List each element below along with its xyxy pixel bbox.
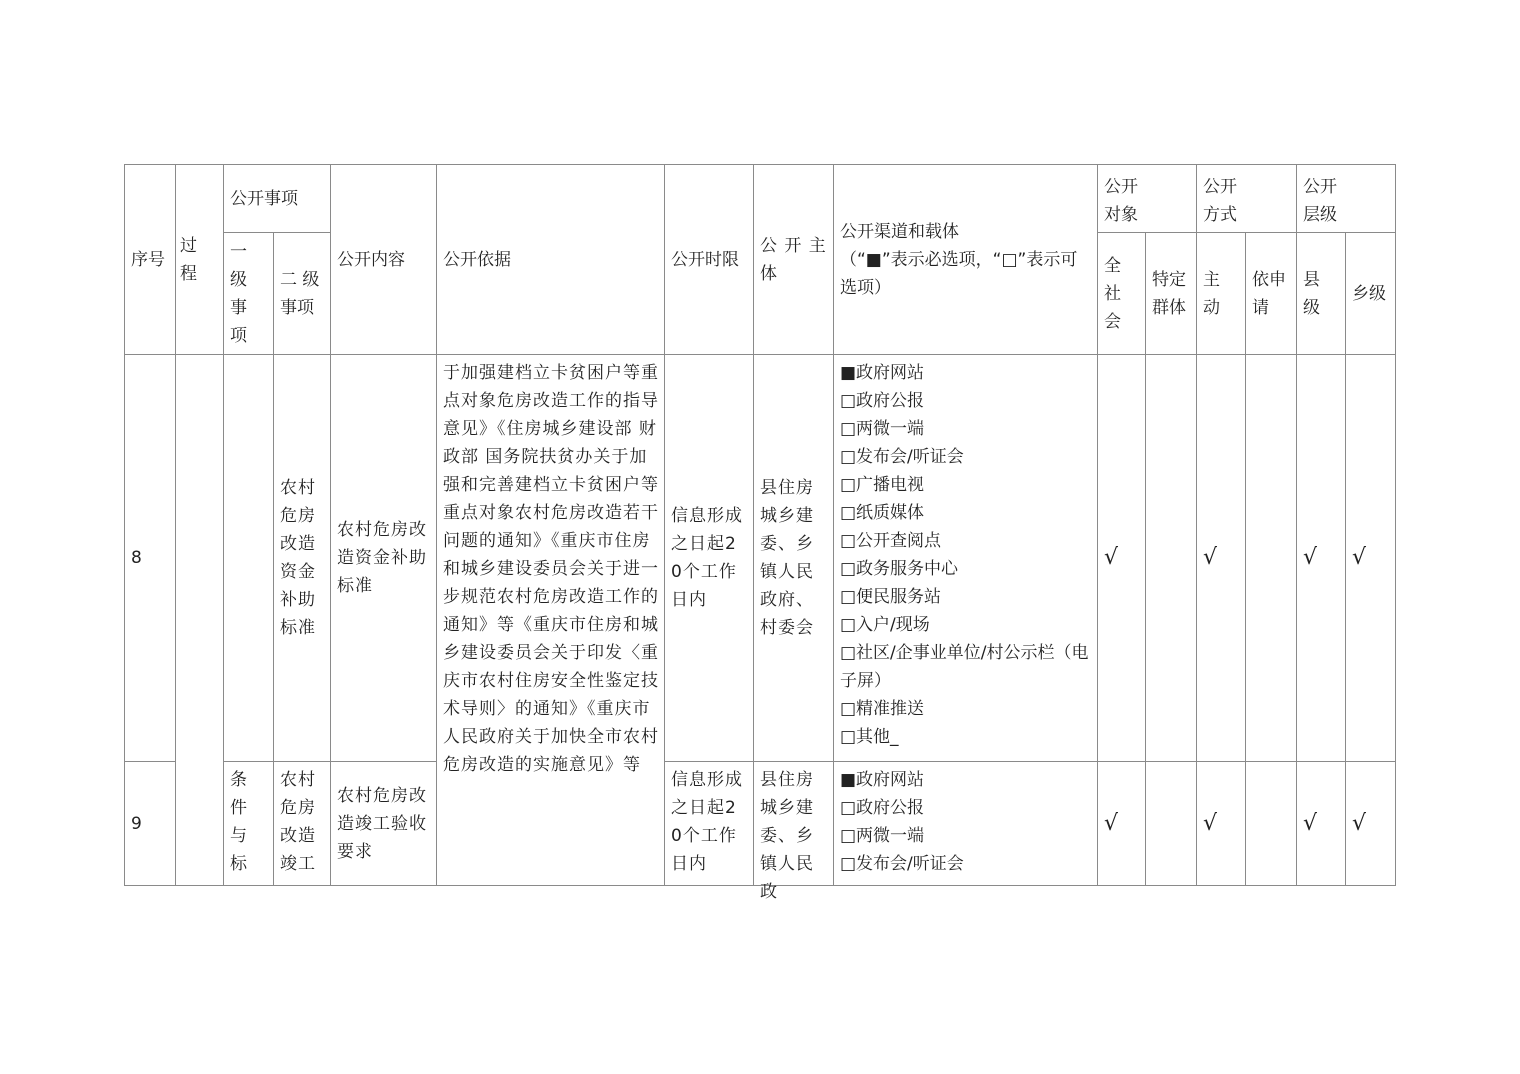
row-level-town: √ [1346,762,1396,886]
row-channels [834,355,1098,762]
row-level2 [274,762,331,886]
row-level2-text: 农村危房改造竣工 [280,770,316,874]
channel-item: □政府公报 [840,391,925,411]
channel-item: □便民服务站 [840,587,942,607]
channel-item: □发布会/听证会 [840,854,964,874]
row-method-active: √ [1197,762,1246,886]
row-content: 农村危房改造竣工验收要求 [331,762,437,886]
header-subject-label: 公 开 主 体 [760,235,827,284]
table-row [125,762,1396,886]
header-method-request [1246,233,1297,355]
disclosure-table-sheet [124,164,1395,902]
channel-item: □两微一端 [840,419,925,439]
row-target-all: √ [1098,355,1146,762]
row-subject: 县住房城乡建委、乡镇人民政府、村委会 [754,355,834,762]
channel-item: □两微一端 [840,826,925,846]
header-target-all [1098,233,1146,355]
header-method-active [1197,233,1246,355]
row-target-group [1146,762,1197,886]
channel-item: □入户/现场 [840,615,930,635]
header-target-all-label: 全社会 [1104,255,1121,332]
row-level1-clip [230,766,267,878]
channel-item: □政府公报 [840,798,925,818]
row-level1 [224,355,274,762]
header-level-county-label: 县级 [1303,269,1320,318]
header-target [1098,165,1197,233]
header-basis: 公开依据 [437,165,665,355]
row-level2-text: 农村危房改造资金补助标准 [280,478,316,638]
row-channels [834,762,1098,886]
header-channel-note: （“■”表示必选项，“□”表示可选项） [840,249,1078,298]
header-channel-title: 公开渠道和载体 [840,221,959,242]
channel-item: □发布会/听证会 [840,447,964,467]
disclosure-table [124,164,1396,902]
basis-text: 于加强建档立卡贫困户等重点对象危房改造工作的指导意见》《住房城乡建设部 财政部 国务院扶贫办关于加强和完善建档立卡贫困户等重点对象农村危房改造若干问题的通知》《重庆市住房和城乡建设委员会关于进一步规范农村危房改造工作的通知》等《重庆市住房和城乡建设委员会关于印发〈重庆市农村住房安全性鉴定技术导则〉的通知》《重庆市人民政府关于加快全市农村危房改造的实施意见》等 [443,363,659,775]
row-time-limit [665,762,754,886]
row-level1 [224,762,274,886]
header-level1-label: 一级事项 [230,241,247,346]
channel-item: □纸质媒体 [840,503,925,523]
row-level-county: √ [1297,355,1346,762]
row-time-limit: 信息形成之日起20个工作日内 [665,355,754,762]
header-channel [834,165,1098,355]
table-row [125,355,1396,762]
header-level [1297,165,1396,233]
row-method-active: √ [1197,355,1246,762]
channel-item: □其他_ [840,727,899,747]
channel-item: □政务服务中心 [840,559,959,579]
header-level-label: 公开层级 [1303,177,1337,225]
row-seq: 8 [125,355,176,762]
channel-item: ■政府网站 [840,363,925,383]
header-seq: 序号 [125,165,176,355]
row-subject-clip: 县住房城乡建委、乡镇人民政 [760,770,814,902]
header-target-group-label: 特定群体 [1152,269,1186,318]
row-method-request [1246,355,1297,762]
channel-item: ■政府网站 [840,770,925,790]
channel-item: □社区/企事业单位/村公示栏（电子屏） [840,643,1089,691]
header-content: 公开内容 [331,165,437,355]
row-target-group [1146,355,1197,762]
channel-item: □广播电视 [840,475,925,495]
header-matters: 公开事项 [224,165,331,233]
header-target-label: 公开对象 [1104,177,1138,225]
header-level2 [274,233,331,355]
row-level-county: √ [1297,762,1346,886]
row-target-all: √ [1098,762,1146,886]
header-target-group [1146,233,1197,355]
row-subject [754,762,834,902]
header-level2-label: 二 级 事项 [280,269,320,318]
header-subject [754,165,834,355]
header-process [176,165,224,355]
row-method-request [1246,762,1297,886]
header-row-1 [125,165,1396,233]
row-level2-clip [280,766,324,878]
header-method-label: 公开方式 [1203,177,1237,225]
header-method [1197,165,1297,233]
row-basis [437,355,665,886]
row-level2 [274,355,331,762]
header-time-limit: 公开时限 [665,165,754,355]
row-time-limit-clip: 信息形成之日起20个工作日内 [671,770,743,874]
header-level1 [224,233,274,355]
header-level-town: 乡级 [1346,233,1396,355]
header-method-active-label: 主动 [1203,269,1220,318]
row-seq: 9 [125,762,176,886]
row-level1-text: 条件与标 [230,770,247,874]
channel-item: □公开查阅点 [840,531,942,551]
row-level-town: √ [1346,355,1396,762]
row-process [176,355,224,886]
channel-item: □精准推送 [840,699,925,719]
header-method-request-label: 依申请 [1252,269,1286,318]
row-content: 农村危房改造资金补助标准 [331,355,437,762]
header-process-label: 过程 [180,235,197,284]
header-level-county [1297,233,1346,355]
